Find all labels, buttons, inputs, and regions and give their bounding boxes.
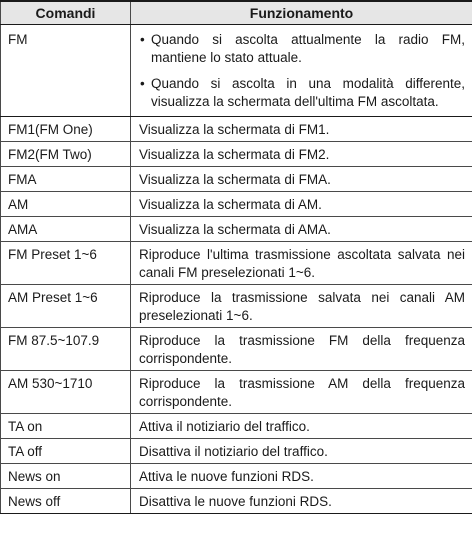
table-row <box>1 217 472 242</box>
function-cell: Riproduce l'ultima trasmissione ascoltata salvata nei canali FM preselezionati 1~6. <box>131 242 472 285</box>
function-cell: Disattiva le nuove funzioni RDS. <box>131 489 472 514</box>
table-row <box>1 489 472 514</box>
function-cell: Disattiva il notiziario del traffico. <box>131 439 472 464</box>
function-cell: Riproduce la trasmissione salvata nei canali AM preselezionati 1~6. <box>131 285 472 328</box>
function-cell: Visualizza la schermata di FMA. <box>131 167 472 192</box>
command-cell: TA off <box>1 439 131 464</box>
table-row <box>1 371 472 414</box>
table-row <box>1 328 472 371</box>
function-cell: Attiva il notiziario del traffico. <box>131 414 472 439</box>
header-commands: Comandi <box>1 1 131 25</box>
command-cell: FMA <box>1 167 131 192</box>
command-cell: News on <box>1 464 131 489</box>
bullet-item <box>139 75 465 111</box>
command-cell: FM2(FM Two) <box>1 142 131 167</box>
table-row <box>1 167 472 192</box>
bullet-text: Quando si ascolta in una modalità differente, visualizza la schermata dell'ultima FM ascoltata. <box>151 76 465 109</box>
table-row <box>1 464 472 489</box>
function-cell: Visualizza la schermata di AMA. <box>131 217 472 242</box>
bullet-icon: • <box>140 32 145 47</box>
table-row <box>1 242 472 285</box>
command-cell: FM1(FM One) <box>1 117 131 142</box>
bullet-icon: • <box>140 76 145 91</box>
command-cell: AMA <box>1 217 131 242</box>
command-cell: TA on <box>1 414 131 439</box>
table-header-row <box>1 1 472 25</box>
command-cell: FM <box>1 25 131 117</box>
header-function: Funzionamento <box>131 1 472 25</box>
command-cell: AM 530~1710 <box>1 371 131 414</box>
bullet-text: Quando si ascolta attualmente la radio FM, mantiene lo stato attuale. <box>151 32 465 65</box>
function-cell: Attiva le nuove funzioni RDS. <box>131 464 472 489</box>
function-cell: Visualizza la schermata di AM. <box>131 192 472 217</box>
bullet-item <box>139 31 465 67</box>
function-cell: Visualizza la schermata di FM2. <box>131 142 472 167</box>
command-cell: AM Preset 1~6 <box>1 285 131 328</box>
table-row <box>1 414 472 439</box>
command-cell: AM <box>1 192 131 217</box>
command-cell: FM 87.5~107.9 <box>1 328 131 371</box>
function-cell <box>131 25 472 117</box>
table-row <box>1 192 472 217</box>
table-row <box>1 285 472 328</box>
command-cell: FM Preset 1~6 <box>1 242 131 285</box>
table-row <box>1 142 472 167</box>
command-cell: News off <box>1 489 131 514</box>
table-row <box>1 25 472 117</box>
table-row <box>1 117 472 142</box>
function-cell: Riproduce la trasmissione FM della frequenza corrispondente. <box>131 328 472 371</box>
function-cell: Riproduce la trasmissione AM della frequenza corrispondente. <box>131 371 472 414</box>
table-row <box>1 439 472 464</box>
function-cell: Visualizza la schermata di FM1. <box>131 117 472 142</box>
